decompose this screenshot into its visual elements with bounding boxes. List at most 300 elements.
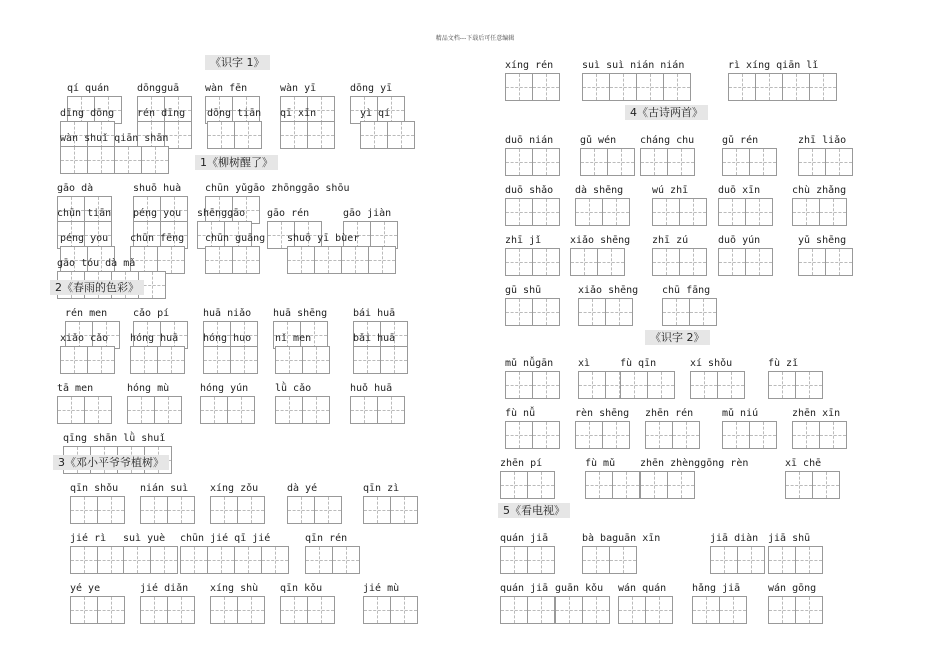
tianzige-cell[interactable]	[84, 396, 112, 424]
pinyin-label: xiǎo shēng	[578, 285, 639, 296]
tianzige-cell[interactable]	[390, 496, 418, 524]
tianzige-cell[interactable]	[578, 298, 606, 326]
tianzige-cell[interactable]	[60, 146, 88, 174]
tianzige-cell[interactable]	[710, 546, 738, 574]
pinyin-row	[500, 285, 900, 297]
tianzige-cell[interactable]	[819, 421, 847, 449]
pinyin-label: gǔ rén	[722, 135, 759, 146]
tianzige-cell[interactable]	[60, 346, 88, 374]
pinyin-label: jié rì	[70, 533, 107, 544]
pinyin-label: dà yé	[287, 483, 318, 494]
pinyin-label: xíng zǒu	[210, 483, 259, 494]
tianzige-cell[interactable]	[210, 496, 238, 524]
tianzige-cell[interactable]	[679, 248, 707, 276]
tianzige-cell[interactable]	[167, 596, 195, 624]
pinyin-label: chūn yǔgāo zhōnggāo shōu	[205, 183, 350, 194]
tianzige-cell[interactable]	[123, 546, 151, 574]
tianzige-cell[interactable]	[825, 248, 853, 276]
writing-box-group	[692, 596, 746, 624]
writing-box-group	[768, 546, 822, 574]
pinyin-label: péng you	[133, 208, 182, 219]
pinyin-label: chūn tiān	[57, 208, 112, 219]
tianzige-cell[interactable]	[157, 346, 185, 374]
tianzige-cell[interactable]	[575, 421, 603, 449]
pinyin-label: qīn shǒu	[70, 483, 119, 494]
pinyin-label: zhī liǎo	[798, 135, 847, 146]
tianzige-cell[interactable]	[768, 546, 796, 574]
tianzige-cell[interactable]	[745, 198, 773, 226]
tianzige-cell[interactable]	[570, 248, 598, 276]
page-header: 精品文档---下载后可任意编辑	[435, 35, 515, 42]
pinyin-row	[55, 83, 465, 95]
pinyin-label: xíng shù	[210, 583, 259, 594]
tianzige-cell[interactable]	[532, 73, 560, 101]
tianzige-cell[interactable]	[717, 371, 745, 399]
tianzige-cell[interactable]	[667, 148, 695, 176]
tianzige-cell[interactable]	[150, 546, 178, 574]
tianzige-cell[interactable]	[305, 546, 333, 574]
pinyin-label: zhēn xīn	[792, 408, 841, 419]
writing-box-group	[580, 148, 634, 176]
tianzige-cell[interactable]	[287, 496, 315, 524]
tianzige-cell[interactable]	[200, 396, 228, 424]
tianzige-cell[interactable]	[795, 371, 823, 399]
pinyin-label: dà shēng	[575, 185, 624, 196]
tianzige-cell[interactable]	[607, 148, 635, 176]
tianzige-cell[interactable]	[140, 496, 168, 524]
tianzige-cell[interactable]	[597, 248, 625, 276]
pinyin-label: qīng shān lǜ shuǐ	[63, 433, 166, 444]
pinyin-label: wán gōng	[768, 583, 817, 594]
tianzige-cell[interactable]	[640, 471, 668, 499]
tianzige-cell[interactable]	[768, 596, 796, 624]
pinyin-label: rì xíng qiān lǐ	[728, 60, 819, 71]
tianzige-cell[interactable]	[141, 146, 169, 174]
tianzige-cell[interactable]	[636, 73, 664, 101]
tianzige-cell[interactable]	[792, 198, 820, 226]
tianzige-cell[interactable]	[609, 546, 637, 574]
tianzige-cell[interactable]	[154, 396, 182, 424]
pinyin-label: chūn fēng	[130, 233, 185, 244]
tianzige-cell[interactable]	[350, 396, 378, 424]
pinyin-label: hóng huo	[203, 333, 252, 344]
writing-box-group	[203, 346, 257, 374]
writing-box-group	[363, 596, 417, 624]
section-title: 4《古诗两首》	[625, 105, 708, 120]
tianzige-row	[500, 421, 900, 449]
pinyin-label: chūn jié qī jié	[180, 533, 271, 544]
pinyin-label: shēnggāo	[197, 208, 246, 219]
tianzige-row	[500, 471, 900, 499]
tianzige-cell[interactable]	[662, 298, 690, 326]
pinyin-row	[500, 235, 900, 247]
pinyin-label: suì suì nián nián	[582, 60, 685, 71]
tianzige-cell[interactable]	[532, 148, 560, 176]
tianzige-cell[interactable]	[690, 371, 718, 399]
tianzige-cell[interactable]	[582, 596, 610, 624]
tianzige-cell[interactable]	[230, 346, 258, 374]
tianzige-cell[interactable]	[390, 596, 418, 624]
tianzige-cell[interactable]	[280, 596, 308, 624]
pinyin-row	[500, 458, 900, 470]
tianzige-cell[interactable]	[618, 596, 646, 624]
writing-box-group	[500, 471, 554, 499]
tianzige-cell[interactable]	[652, 248, 680, 276]
tianzige-cell[interactable]	[585, 471, 613, 499]
pinyin-row	[55, 583, 465, 595]
tianzige-cell[interactable]	[602, 421, 630, 449]
pinyin-row	[500, 60, 900, 72]
tianzige-cell[interactable]	[667, 471, 695, 499]
tianzige-cell[interactable]	[812, 471, 840, 499]
tianzige-cell[interactable]	[500, 596, 528, 624]
tianzige-cell[interactable]	[719, 596, 747, 624]
writing-box-group	[645, 421, 699, 449]
pinyin-label: qī xīn	[280, 108, 317, 119]
tianzige-cell[interactable]	[377, 396, 405, 424]
tianzige-cell[interactable]	[363, 496, 391, 524]
pinyin-row	[500, 408, 900, 420]
tianzige-cell[interactable]	[97, 546, 125, 574]
pinyin-label: suì yuè	[123, 533, 166, 544]
writing-box-group	[798, 248, 852, 276]
pinyin-label: wàn fēn	[205, 83, 248, 94]
pinyin-label: shuō yī bùer	[287, 233, 360, 244]
tianzige-cell[interactable]	[580, 148, 608, 176]
pinyin-label: jiā diàn	[710, 533, 759, 544]
tianzige-cell[interactable]	[640, 148, 668, 176]
pinyin-label: chūn guāng	[205, 233, 266, 244]
tianzige-cell[interactable]	[97, 596, 125, 624]
tianzige-cell[interactable]	[505, 73, 533, 101]
pinyin-label: yì qí	[360, 108, 391, 119]
pinyin-label: rén dīng	[137, 108, 186, 119]
pinyin-label: shuō huà	[133, 183, 182, 194]
tianzige-cell[interactable]	[620, 371, 648, 399]
pinyin-label: qīn zì	[363, 483, 400, 494]
tianzige-cell[interactable]	[70, 546, 98, 574]
tianzige-cell[interactable]	[745, 248, 773, 276]
pinyin-label: fù nǚ	[505, 408, 536, 419]
pinyin-label: duō shǎo	[505, 185, 554, 196]
pinyin-label: gāo jiàn	[343, 208, 392, 219]
tianzige-cell[interactable]	[167, 496, 195, 524]
writing-box-group	[70, 596, 124, 624]
pinyin-label: wán quán	[618, 583, 667, 594]
tianzige-cell[interactable]	[798, 248, 826, 276]
tianzige-cell[interactable]	[237, 596, 265, 624]
tianzige-cell[interactable]	[70, 496, 98, 524]
tianzige-cell[interactable]	[314, 496, 342, 524]
tianzige-cell[interactable]	[795, 546, 823, 574]
pinyin-row	[55, 308, 465, 320]
tianzige-cell[interactable]	[180, 546, 208, 574]
tianzige-cell[interactable]	[532, 371, 560, 399]
pinyin-row	[55, 383, 465, 395]
pinyin-row	[55, 433, 465, 445]
pinyin-label: hóng huā	[130, 333, 179, 344]
writing-box-group	[652, 248, 706, 276]
tianzige-cell[interactable]	[114, 146, 142, 174]
tianzige-cell[interactable]	[275, 346, 303, 374]
pinyin-label: chù zhǎng	[792, 185, 847, 196]
tianzige-cell[interactable]	[692, 596, 720, 624]
writing-box-group	[70, 546, 124, 574]
pinyin-label: jié diǎn	[140, 583, 189, 594]
pinyin-row	[55, 258, 465, 270]
writing-box-group	[210, 596, 264, 624]
pinyin-label: péng you	[60, 233, 109, 244]
tianzige-cell[interactable]	[755, 73, 783, 101]
tianzige-row	[500, 73, 900, 101]
tianzige-cell[interactable]	[809, 73, 837, 101]
tianzige-cell[interactable]	[582, 546, 610, 574]
tianzige-cell[interactable]	[500, 546, 528, 574]
pinyin-label: quán jiā	[500, 533, 549, 544]
pinyin-label: hóng yún	[200, 383, 249, 394]
section-title: 《识字 1》	[205, 55, 270, 70]
tianzige-cell[interactable]	[532, 298, 560, 326]
tianzige-cell[interactable]	[140, 596, 168, 624]
pinyin-label: quán jiā	[500, 583, 549, 594]
pinyin-label: gāo dà	[57, 183, 94, 194]
writing-box-group	[275, 396, 329, 424]
writing-box-group	[305, 546, 359, 574]
writing-box-group	[353, 346, 407, 374]
tianzige-cell[interactable]	[737, 546, 765, 574]
tianzige-cell[interactable]	[380, 346, 408, 374]
tianzige-cell[interactable]	[505, 421, 533, 449]
writing-box-group	[662, 298, 716, 326]
tianzige-cell[interactable]	[605, 298, 633, 326]
writing-box-group	[640, 148, 694, 176]
tianzige-cell[interactable]	[207, 546, 235, 574]
writing-box-group	[70, 496, 124, 524]
pinyin-label: wàn yī	[280, 83, 317, 94]
tianzige-cell[interactable]	[505, 298, 533, 326]
tianzige-cell[interactable]	[798, 148, 826, 176]
pinyin-label: zhēn rén	[645, 408, 694, 419]
pinyin-label: gāo rén	[267, 208, 310, 219]
pinyin-label: fù qīn	[620, 358, 657, 369]
writing-box-group	[575, 421, 629, 449]
tianzige-cell[interactable]	[87, 146, 115, 174]
writing-box-group	[582, 546, 636, 574]
tianzige-row	[500, 248, 900, 276]
pinyin-label: wú zhī	[652, 185, 689, 196]
writing-box-group	[575, 198, 629, 226]
tianzige-cell[interactable]	[505, 198, 533, 226]
writing-box-group	[200, 396, 254, 424]
tianzige-cell[interactable]	[722, 421, 750, 449]
tianzige-cell[interactable]	[645, 421, 673, 449]
tianzige-cell[interactable]	[555, 596, 583, 624]
writing-box-group	[798, 148, 852, 176]
tianzige-row	[55, 496, 465, 524]
pinyin-label: xiǎo cǎo	[60, 333, 109, 344]
tianzige-cell[interactable]	[663, 73, 691, 101]
pinyin-row	[55, 233, 465, 245]
writing-box-group	[60, 146, 168, 174]
tianzige-cell[interactable]	[718, 248, 746, 276]
tianzige-cell[interactable]	[819, 198, 847, 226]
tianzige-cell[interactable]	[363, 596, 391, 624]
writing-box-group	[287, 496, 341, 524]
tianzige-cell[interactable]	[532, 421, 560, 449]
pinyin-label: xì	[578, 358, 591, 369]
tianzige-cell[interactable]	[718, 198, 746, 226]
tianzige-cell[interactable]	[353, 346, 381, 374]
pinyin-row	[55, 333, 465, 345]
tianzige-cell[interactable]	[261, 546, 289, 574]
pinyin-label: fù zǐ	[768, 358, 799, 369]
writing-box-group	[505, 248, 559, 276]
tianzige-cell[interactable]	[582, 73, 610, 101]
tianzige-cell[interactable]	[749, 421, 777, 449]
tianzige-cell[interactable]	[749, 148, 777, 176]
writing-box-group	[505, 198, 559, 226]
tianzige-cell[interactable]	[768, 371, 796, 399]
pinyin-label: zhī jǐ	[505, 235, 542, 246]
tianzige-cell[interactable]	[785, 471, 813, 499]
pinyin-label: zhī zú	[652, 235, 689, 246]
tianzige-cell[interactable]	[652, 198, 680, 226]
tianzige-cell[interactable]	[332, 546, 360, 574]
pinyin-row	[55, 208, 465, 220]
tianzige-cell[interactable]	[505, 248, 533, 276]
pinyin-label: qīn rén	[305, 533, 348, 544]
pinyin-row	[55, 483, 465, 495]
writing-box-group	[57, 396, 111, 424]
pinyin-label: huā shēng	[273, 308, 328, 319]
writing-box-group	[127, 396, 181, 424]
tianzige-row	[500, 371, 900, 399]
writing-box-group	[505, 298, 559, 326]
tianzige-cell[interactable]	[792, 421, 820, 449]
pinyin-row	[500, 583, 900, 595]
tianzige-cell[interactable]	[87, 346, 115, 374]
writing-box-group	[718, 198, 772, 226]
tianzige-cell[interactable]	[237, 496, 265, 524]
pinyin-label: duō nián	[505, 135, 554, 146]
writing-box-group	[768, 596, 822, 624]
tianzige-cell[interactable]	[227, 396, 255, 424]
pinyin-row	[500, 533, 900, 545]
writing-box-group	[60, 346, 114, 374]
pinyin-label: hóng mù	[127, 383, 170, 394]
pinyin-row	[500, 358, 900, 370]
tianzige-cell[interactable]	[645, 596, 673, 624]
writing-box-group	[618, 596, 672, 624]
tianzige-cell[interactable]	[505, 371, 533, 399]
writing-box-group	[350, 396, 404, 424]
pinyin-label: lǜ cǎo	[275, 383, 312, 394]
writing-box-group	[728, 73, 836, 101]
tianzige-cell[interactable]	[275, 396, 303, 424]
tianzige-row	[55, 346, 465, 374]
tianzige-cell[interactable]	[795, 596, 823, 624]
tianzige-cell[interactable]	[527, 471, 555, 499]
writing-box-group	[500, 596, 554, 624]
tianzige-cell[interactable]	[57, 396, 85, 424]
writing-box-group	[640, 471, 694, 499]
pinyin-row	[55, 183, 465, 195]
pinyin-label: mǔ nǚgān	[505, 358, 554, 369]
writing-box-group	[585, 471, 639, 499]
writing-box-group	[722, 148, 776, 176]
pinyin-row	[55, 108, 465, 120]
pinyin-label: qí quán	[67, 83, 110, 94]
tianzige-cell[interactable]	[127, 396, 155, 424]
pinyin-label: jié mù	[363, 583, 400, 594]
tianzige-cell[interactable]	[825, 148, 853, 176]
writing-box-group	[275, 346, 329, 374]
pinyin-label: dīng dōng	[60, 108, 115, 119]
tianzige-cell[interactable]	[302, 346, 330, 374]
pinyin-label: guān kǒu	[555, 583, 604, 594]
pinyin-row	[500, 185, 900, 197]
writing-box-group	[130, 346, 184, 374]
writing-box-group	[620, 371, 674, 399]
writing-box-group	[768, 371, 822, 399]
pinyin-label: dōngguā	[137, 83, 180, 94]
writing-box-group	[140, 596, 194, 624]
pinyin-label: cǎo pí	[133, 308, 170, 319]
tianzige-cell[interactable]	[302, 396, 330, 424]
tianzige-cell[interactable]	[679, 198, 707, 226]
tianzige-row	[500, 198, 900, 226]
tianzige-cell[interactable]	[672, 421, 700, 449]
writing-box-group	[180, 546, 288, 574]
tianzige-cell[interactable]	[500, 471, 528, 499]
pinyin-label: rén men	[65, 308, 108, 319]
pinyin-label: nián suì	[140, 483, 189, 494]
tianzige-cell[interactable]	[728, 73, 756, 101]
pinyin-label: fù mǔ	[585, 458, 616, 469]
writing-box-group	[792, 421, 846, 449]
tianzige-cell[interactable]	[234, 546, 262, 574]
tianzige-cell[interactable]	[527, 546, 555, 574]
tianzige-row	[55, 546, 465, 574]
tianzige-cell[interactable]	[532, 248, 560, 276]
tianzige-row	[55, 596, 465, 624]
section-title: 3《邓小平爷爷植树》	[53, 455, 169, 470]
writing-box-group	[505, 371, 559, 399]
tianzige-cell[interactable]	[578, 371, 606, 399]
tianzige-cell[interactable]	[307, 596, 335, 624]
tianzige-cell[interactable]	[602, 198, 630, 226]
tianzige-cell[interactable]	[505, 148, 533, 176]
tianzige-cell[interactable]	[532, 198, 560, 226]
pinyin-label: tā men	[57, 383, 94, 394]
pinyin-label: duō yún	[718, 235, 761, 246]
tianzige-cell[interactable]	[575, 198, 603, 226]
tianzige-cell[interactable]	[527, 596, 555, 624]
tianzige-cell[interactable]	[782, 73, 810, 101]
tianzige-cell[interactable]	[203, 346, 231, 374]
tianzige-cell[interactable]	[210, 596, 238, 624]
tianzige-cell[interactable]	[612, 471, 640, 499]
tianzige-cell[interactable]	[97, 496, 125, 524]
pinyin-label: bǎi huā	[353, 333, 396, 344]
left-column	[55, 0, 465, 672]
tianzige-cell[interactable]	[130, 346, 158, 374]
tianzige-cell[interactable]	[609, 73, 637, 101]
tianzige-cell[interactable]	[647, 371, 675, 399]
tianzige-cell[interactable]	[722, 148, 750, 176]
tianzige-cell[interactable]	[689, 298, 717, 326]
tianzige-cell[interactable]	[70, 596, 98, 624]
